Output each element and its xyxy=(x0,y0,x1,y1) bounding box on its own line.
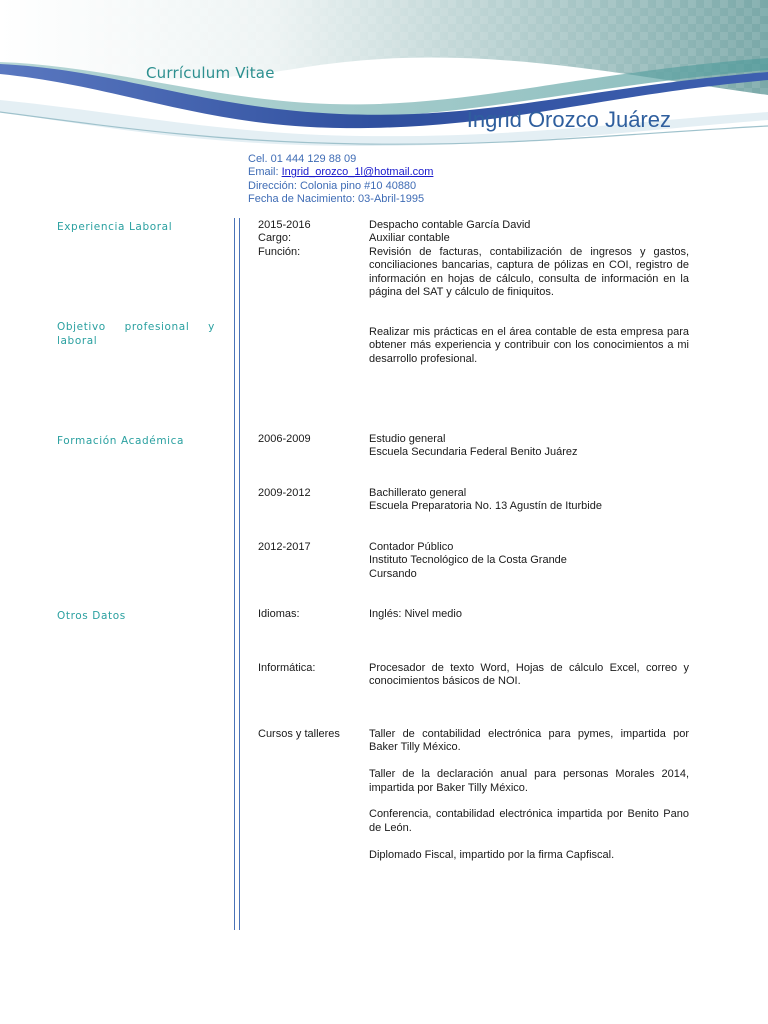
email-label: Email: xyxy=(248,166,282,179)
idiomas-value: Inglés: Nivel medio xyxy=(369,608,462,620)
cursos-label: Cursos y talleres xyxy=(258,728,340,740)
address-line: Dirección: Colonia pino #10 40880 xyxy=(248,179,417,192)
section-label-otros: Otros Datos xyxy=(57,610,126,622)
section-label-experiencia: Experiencia Laboral xyxy=(57,221,173,233)
formacion-status: Cursando xyxy=(369,567,417,580)
experiencia-left-col xyxy=(258,219,346,259)
curso-item: Diplomado Fiscal, impartido por la firma Capfiscal. xyxy=(369,848,615,861)
contact-block xyxy=(248,153,433,206)
header-banner xyxy=(0,0,768,150)
cursos-list xyxy=(369,728,689,875)
formacion-years-3: 2012-2017 xyxy=(258,541,311,553)
formacion-school: Escuela Preparatoria No. 13 Agustín de Iturbide xyxy=(369,500,602,513)
formacion-school: Instituto Tecnológico de la Costa Grande xyxy=(369,554,567,567)
funcion-label: Función: xyxy=(258,245,301,258)
email-line xyxy=(248,166,433,179)
section-label-objetivo: Objetivo profesional y laboral xyxy=(57,321,215,347)
formacion-degree: Estudio general xyxy=(369,433,446,445)
formacion-entry-1 xyxy=(369,433,689,460)
cargo-value: Auxiliar contable xyxy=(369,232,450,245)
funcion-text: Revisión de facturas, contabilización de ingresos y gastos, conciliaciones bancarias, captura de pólizas en COI, registro de información en hojas de cálculo, consulta de información en la página del SAT y cálculo de finiquitos. xyxy=(369,245,689,299)
person-name: Ingrid Orozco Juárez xyxy=(466,107,671,132)
formacion-school: Escuela Secundaria Federal Benito Juárez xyxy=(369,446,578,459)
experiencia-right-col xyxy=(369,219,689,299)
formacion-entry-2 xyxy=(369,487,689,514)
formacion-degree: Bachillerato general xyxy=(369,487,467,499)
company-name: Despacho contable García David xyxy=(369,219,531,231)
curso-item: Conferencia, contabilidad electrónica impartida por Benito Pano de León. xyxy=(369,808,689,834)
objetivo-text: Realizar mis prácticas en el área contable de esta empresa para obtener más experiencia y contribuir con los conocimientos a mi desarrollo profesional. xyxy=(369,326,689,365)
informatica-label: Informática: xyxy=(258,662,316,674)
idiomas-label: Idiomas: xyxy=(258,608,300,620)
formacion-degree: Contador Público xyxy=(369,541,454,553)
cv-title: Currículum Vitae xyxy=(146,64,275,82)
cargo-label: Cargo: xyxy=(258,232,292,245)
curso-item: Taller de la declaración anual para personas Morales 2014, impartida por Baker Tilly México. xyxy=(369,768,689,794)
divider-line-right xyxy=(239,218,240,930)
formacion-years-1: 2006-2009 xyxy=(258,433,311,445)
informatica-value: Procesador de texto Word, Hojas de cálculo Excel, correo y conocimientos básicos de NOI. xyxy=(369,662,689,688)
formacion-entry-3 xyxy=(369,541,689,581)
curso-item: Taller de contabilidad electrónica para pymes, impartida por Baker Tilly México. xyxy=(369,728,689,754)
formacion-years-2: 2009-2012 xyxy=(258,487,311,499)
birthdate-line: Fecha de Nacimiento: 03-Abril-1995 xyxy=(248,192,425,205)
experiencia-years: 2015-2016 xyxy=(258,219,311,231)
section-label-formacion: Formación Académica xyxy=(57,435,185,447)
divider-line-left xyxy=(234,218,235,930)
phone-line: Cel. 01 444 129 88 09 xyxy=(248,153,357,165)
email-link[interactable]: Ingrid_orozco_1l@hotmail.com xyxy=(281,166,434,179)
